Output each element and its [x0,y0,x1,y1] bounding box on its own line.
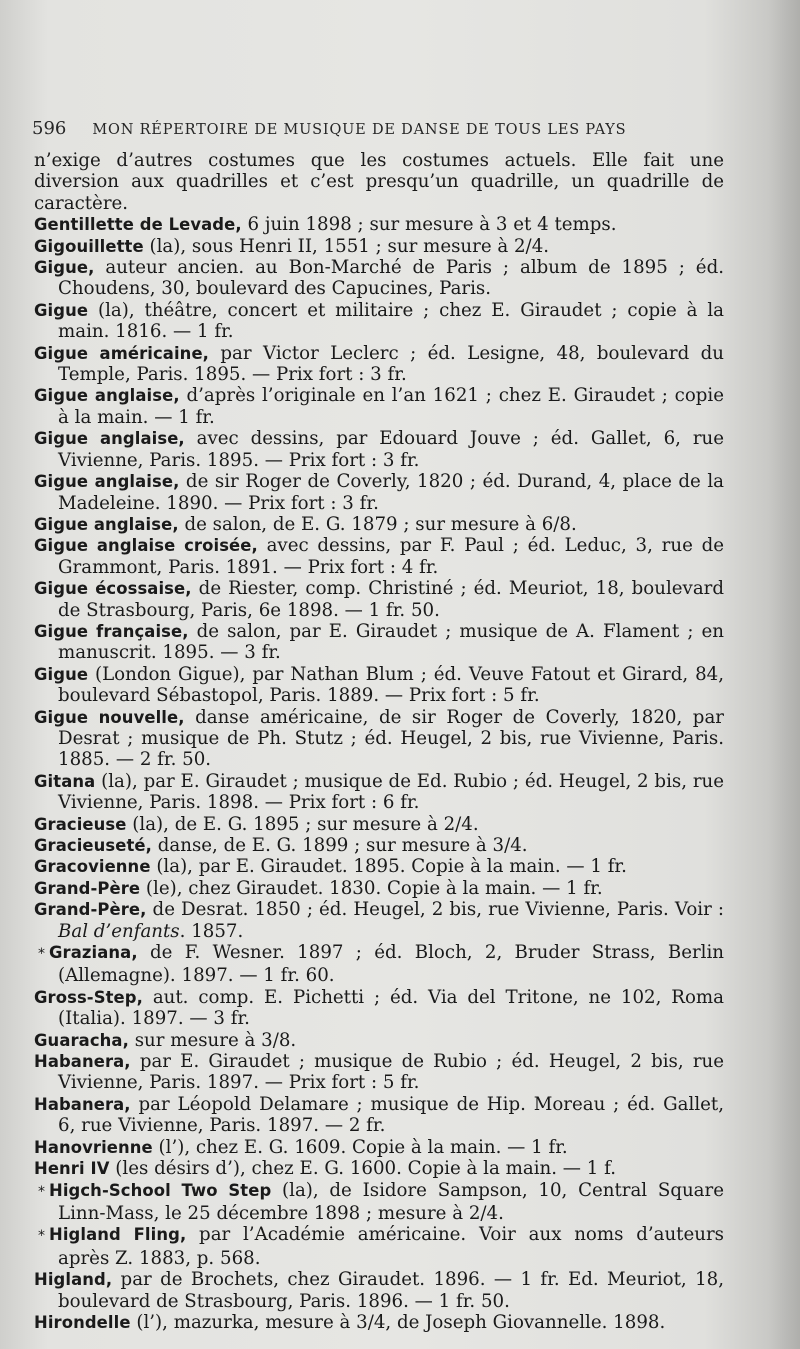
entry-headword: Gentillette de Levade, [34,215,242,235]
entry-headword: Gracovienne [34,857,151,877]
page-number: 596 [32,118,67,139]
entry-headword: Gigue [34,300,89,320]
dictionary-entry [34,1051,724,1094]
entry-headword: Guaracha, [34,1030,129,1050]
dictionary-entry [34,1030,724,1051]
entry-headword: Hirondelle [34,1312,131,1332]
dictionary-entry [34,1269,724,1312]
entry-text: par Léopold Delamare ; musique de Hip. Moreau ; éd. Gallet, 6, rue Vivienne, Paris. 1897. — 2 fr. [58,1093,724,1137]
dictionary-entry [34,1094,724,1137]
entry-text: 6 juin 1898 ; sur mesure à 3 et 4 temps. [241,214,617,236]
entry-text: de F. Wesner. 1897 ; éd. Bloch, 2, Bruder Strass, Berlin (Allemagne). 1897. — 1 fr. 60. [58,942,724,987]
entry-headword: Gigue nouvelle, [34,707,185,727]
dictionary-entry [34,514,724,535]
entry-text: (la), théâtre, concert et militaire ; chez E. Giraudet ; copie à la main. 1816. — 1 fr. [58,299,724,343]
asterisk-mark: * [38,1228,45,1245]
entry-headword: Higch-School Two Step [49,1180,272,1200]
entry-headword: Gracieuse [34,814,127,834]
entry-headword: Gigue anglaise, [34,472,180,492]
asterisk-mark: * [38,946,45,963]
dictionary-entry [34,835,724,856]
entry-text: par de Brochets, chez Giraudet. 1896. — 1 fr. Ed. Meuriot, 18, boulevard de Strasbourg, Paris. 1896. — 1 fr. 50. [58,1269,724,1312]
entry-headword: Gigue anglaise croisée, [34,536,258,556]
entry-headword: Grand-Père, [34,900,147,920]
entry-text: de Riester, comp. Christiné ; éd. Meuriot, 18, boulevard de Strasbourg, Paris, 6e 1898. — 1 fr. 50. [58,578,724,621]
dictionary-entry [34,428,724,471]
entry-headword: Gigue française, [34,621,189,641]
entry-text: auteur ancien. au Bon-Marché de Paris ; album de 1895 ; éd. Choudens, 30, boulevard des Capucines, Paris. [58,257,724,300]
entry-text: par l’Académie américaine. Voir aux noms d’auteurs après Z. 1883, p. 568. [58,1224,724,1269]
entry-headword: Habanera, [34,1094,131,1114]
entry-text: (la), sous Henri II, 1551 ; sur mesure à 2/4. [143,235,550,257]
entry-headword: Gigue américaine, [34,343,209,363]
entry-list [34,214,724,1333]
dictionary-entry [34,987,724,1030]
asterisk-mark: * [38,1183,45,1200]
entry-text: avec dessins, par F. Paul ; éd. Leduc, 3, rue de Grammont, Paris. 1891. — Prix fort : 4 fr. [58,535,725,578]
entry-headword: Gigue, [34,258,95,278]
entry-headword: Gigue anglaise, [34,386,180,406]
entry-headword: Higland Fling, [49,1225,187,1245]
entry-headword: Gracieuseté, [34,836,152,855]
dictionary-entry [34,942,724,987]
entry-text: de sir Roger de Coverly, 1820 ; éd. Durand, 4, place de la Madeleine. 1890. — Prix fort : 3 fr. [58,471,724,514]
dictionary-entry [34,1137,724,1158]
entry-text: (la), de E. G. 1895 ; sur mesure à 2/4. [126,813,479,835]
entry-italic-text: Bal d’enfants [58,920,180,942]
dictionary-entry [34,257,724,300]
entry-text: (le), chez Giraudet. 1830. Copie à la main. — 1 fr. [140,877,603,899]
entry-text: sur mesure à 3/8. [128,1029,297,1051]
entry-headword: Gigue anglaise, [34,429,185,449]
dictionary-entry [34,236,724,257]
entry-text: (London Gigue), par Nathan Blum ; éd. Veuve Fatout et Girard, 84, boulevard Sébastopol, Paris. 1889. — Prix fort : 5 fr. [58,663,724,707]
entry-text: (l’), mazurka, mesure à 3/4, de Joseph Giovannelle. 1898. [130,1311,666,1333]
entry-text: de salon, par E. Giraudet ; musique de A. Flament ; en manuscrit. 1895. — 3 fr. [58,620,724,664]
dictionary-entry [34,814,724,835]
dictionary-entry [34,878,724,899]
entry-text: de Desrat. 1850 ; éd. Heugel, 2 bis, rue Vivienne, Paris. Voir : [146,899,724,921]
dictionary-entry [34,385,724,428]
entry-headword: Gigue écossaise, [34,579,192,599]
entry-headword: Henri IV [34,1159,110,1179]
entry-headword: Gigue [34,664,89,684]
dictionary-entry [34,664,724,707]
entry-text: de salon, de E. G. 1879 ; sur mesure à 6/8. [178,513,577,535]
entry-text: (la), par E. Giraudet. 1895. Copie à la main. — 1 fr. [150,856,627,878]
entry-text: danse américaine, de sir Roger de Coverly, 1820, par Desrat ; musique de Ph. Stutz ; éd. Heugel, 2 bis, rue Vivienne, Paris. 1885. — 2 fr. 50. [58,706,724,771]
entry-text-end: . 1857. [179,920,244,942]
entry-text: par Victor Leclerc ; éd. Lesigne, 48, boulevard du Temple, Paris. 1895. — Prix fort : 3 fr. [58,342,724,386]
entry-text: (la), de Isidore Sampson, 10, Central Square Linn-Mass, le 25 décembre 1898 ; mesure à 2/4. [58,1179,724,1224]
entry-text: par E. Giraudet ; musique de Rubio ; éd. Heugel, 2 bis, rue Vivienne, Paris. 1897. — Prix fort : 5 fr. [58,1051,724,1094]
entry-headword: Gigouillette [34,236,144,256]
entry-headword: Graziana, [49,943,138,963]
dictionary-entry [34,707,724,771]
dictionary-entry [34,771,724,814]
dictionary-entry [34,471,724,514]
dictionary-entry [34,214,724,235]
entry-headword: Gigue anglaise, [34,514,179,534]
dictionary-entry [34,899,724,942]
entry-text: (l’), chez E. G. 1609. Copie à la main. — 1 fr. [152,1136,568,1158]
entry-text: (les désirs d’), chez E. G. 1600. Copie à la main. — 1 f. [109,1158,616,1180]
entry-headword: Gitana [34,771,96,791]
entry-headword: Higland, [34,1270,113,1290]
dictionary-entry [34,1312,724,1333]
entry-headword: Habanera, [34,1052,131,1072]
entry-headword: Grand-Père [34,878,141,898]
dictionary-entry [34,1224,724,1269]
entry-headword: Gross-Step, [34,987,143,1007]
dictionary-entry [34,578,724,621]
dictionary-entry [34,1180,724,1225]
dictionary-entry [34,856,724,877]
entry-text: danse, de E. G. 1899 ; sur mesure à 3/4. [151,835,528,856]
running-title: MON RÉPERTOIRE DE MUSIQUE DE DANSE DE TOUS LES PAYS [92,122,627,138]
dictionary-entry [34,535,724,578]
dictionary-entry [34,343,724,386]
entry-headword: Hanovrienne [34,1137,153,1157]
dictionary-entry [34,1158,724,1179]
page-body [34,150,724,1333]
entry-text: avec dessins, par Edouard Jouve ; éd. Gallet, 6, rue Vivienne, Paris. 1895. — Prix fort : 3 fr. [58,428,725,471]
dictionary-entry [34,300,724,343]
entry-text: (la), par E. Giraudet ; musique de Ed. Rubio ; éd. Heugel, 2 bis, rue Vivienne, Paris. 1898. — Prix fort : 6 fr. [58,770,724,814]
page-header [32,118,732,139]
entry-text: d’après l’originale en l’an 1621 ; chez E. Giraudet ; copie à la main. — 1 fr. [58,385,724,428]
entry-text: aut. comp. E. Pichetti ; éd. Via del Tritone, ne 102, Roma (Italia). 1897. — 3 fr. [58,986,724,1030]
intro-paragraph: n’exige d’autres costumes que les costumes actuels. Elle fait une diversion aux quadrilles et c’est presqu’un quadrille, un quadrille de caractère. [34,150,724,214]
dictionary-entry [34,621,724,664]
